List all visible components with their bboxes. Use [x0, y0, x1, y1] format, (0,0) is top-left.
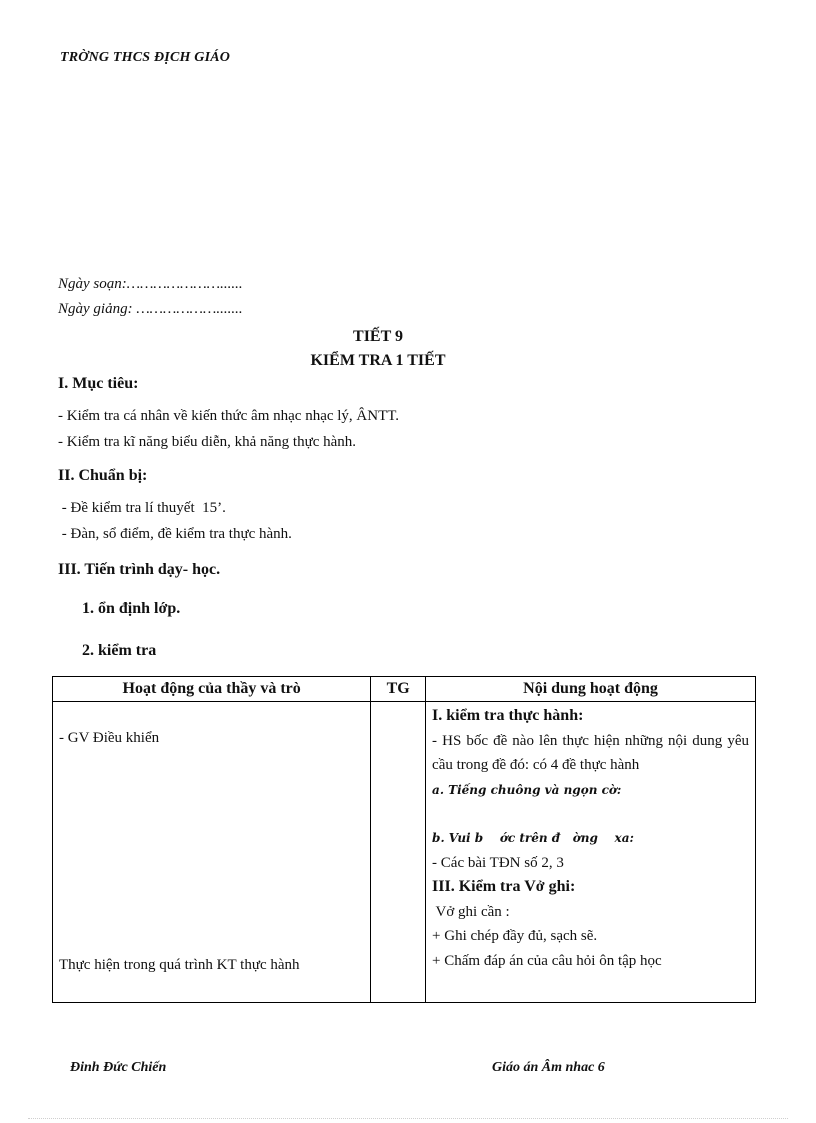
song-b: b. Vui b ớc trên đ ờng xa: [432, 831, 634, 845]
prep-date: Ngày soạn:…………………...... [58, 276, 243, 292]
preparation-item: - Đàn, sổ điểm, đề kiểm tra thực hành. [58, 526, 292, 542]
objective-item: - Kiểm tra kĩ năng biểu diễn, khả năng thực hành. [58, 434, 357, 450]
notebook-item: + Chấm đáp án của câu hỏi ôn tập học [432, 952, 662, 969]
time-cell [371, 702, 426, 1003]
header-content: Nội dung hoạt động [426, 677, 756, 702]
lesson-number: TIẾT 9 [353, 328, 403, 345]
objective-item: - Kiểm tra cá nhân về kiến thức âm nhạc nhạc lý, ÂNTT. [58, 408, 400, 424]
section-preparation: II. Chuẩn bị: [58, 467, 148, 484]
step-item: 2. kiểm tra [82, 642, 157, 659]
process-note: Thực hiện trong quá trình KT thực hành [59, 957, 300, 973]
school-header: TRỜNG THCS ĐỊCH GIÁO [60, 50, 231, 65]
header-time: TG [371, 677, 426, 702]
notebook-item: + Ghi chép đầy đủ, sạch sẽ. [432, 928, 598, 944]
step-item: 1. ổn định lớp. [82, 600, 181, 617]
content-cell [426, 702, 756, 1003]
preparation-item: - Đề kiểm tra lí thuyết 15’. [58, 500, 226, 516]
table-header-row [53, 677, 756, 702]
footer-document: Giáo án Âm nhac 6 [492, 1060, 605, 1075]
practice-heading: I. kiểm tra thực hành: [432, 707, 584, 724]
tdn-lessons: - Các bài TĐN số 2, 3 [432, 854, 564, 871]
lesson-title: KIỂM TRA 1 TIẾT [310, 352, 446, 369]
notebook-needs: Vở ghi cần : [432, 903, 510, 920]
notebook-heading: III. Kiểm tra Vở ghi: [432, 878, 576, 895]
header-activities: Hoạt động của thầy và trò [53, 677, 371, 702]
page-divider [28, 1118, 788, 1119]
section-objectives: I. Mục tiêu: [58, 375, 139, 392]
song-a: a. Tiếng chuông và ngọn cờ: [432, 782, 622, 797]
section-process: III. Tiến trình dạy- học. [58, 561, 221, 578]
blank-line [432, 802, 749, 826]
practice-instructions: - HS bốc đề nào lên thực hiện những nội dung yêu cầu trong đề đó: có 4 đề thực hành [432, 732, 749, 773]
table-row [53, 702, 756, 1003]
activity-table [52, 676, 756, 1003]
footer-author: Đinh Đức Chiến [70, 1060, 167, 1075]
activities-cell [53, 702, 371, 1003]
teach-date: Ngày giảng: ………………....... [58, 301, 243, 317]
teacher-control: - GV Điều khiển [59, 730, 160, 746]
